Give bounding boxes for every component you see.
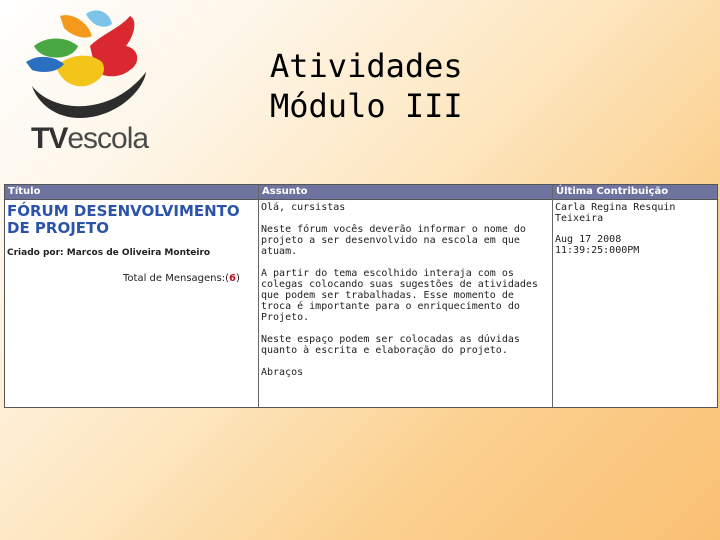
logo-wordmark (31, 124, 148, 154)
message-paragraph: Olá, cursistas (261, 202, 346, 213)
colorful-hand-logo-icon (20, 6, 160, 126)
header-assunto[interactable]: Assunto (262, 186, 308, 197)
total-label: Total de Mensagens:( (123, 273, 229, 284)
message-paragraph: Neste fórum vocês deverão informar o nome do projeto a ser desenvolvido na escola em que atuam. (261, 224, 526, 257)
last-time: 11:39:25:000PM (555, 245, 640, 256)
created-by: Criado por: Marcos de Oliveira Monteiro (7, 248, 211, 258)
topic-title-link[interactable]: FÓRUM DESENVOLVIMENTO DE PROJETO (7, 202, 240, 237)
message-paragraph: A partir do tema escolhido interaja com os colegas colocando suas sugestões de atividades que podem ser trabalhadas. Esse momento de troca é importante para o enriquecimento do Projeto. (261, 268, 538, 323)
total-messages (123, 273, 240, 284)
logo-tv: TV (31, 122, 68, 155)
last-contribution (555, 202, 715, 256)
slide-title-line2: Módulo III (270, 87, 463, 125)
slide-title (270, 46, 463, 126)
message-paragraph: Abraços (261, 367, 304, 378)
forum-table (4, 184, 718, 408)
logo-escola: escola (67, 122, 149, 155)
total-count: 6 (229, 273, 236, 284)
tv-escola-logo (20, 6, 160, 156)
header-ultima-contribuicao[interactable]: Última Contribuição (556, 186, 669, 197)
last-date: Aug 17 2008 (555, 234, 622, 245)
column-divider (258, 185, 259, 407)
message-body (261, 202, 549, 389)
column-divider (552, 185, 553, 407)
message-paragraph: Neste espaço podem ser colocadas as dúvidas quanto à escrita e elaboração do projeto. (261, 334, 520, 356)
slide-title-line1: Atividades (270, 47, 463, 85)
last-author: Carla Regina Resquin Teixeira (555, 202, 676, 224)
header-titulo[interactable]: Título (8, 186, 41, 197)
total-close: ) (235, 273, 240, 284)
table-header (5, 185, 717, 200)
